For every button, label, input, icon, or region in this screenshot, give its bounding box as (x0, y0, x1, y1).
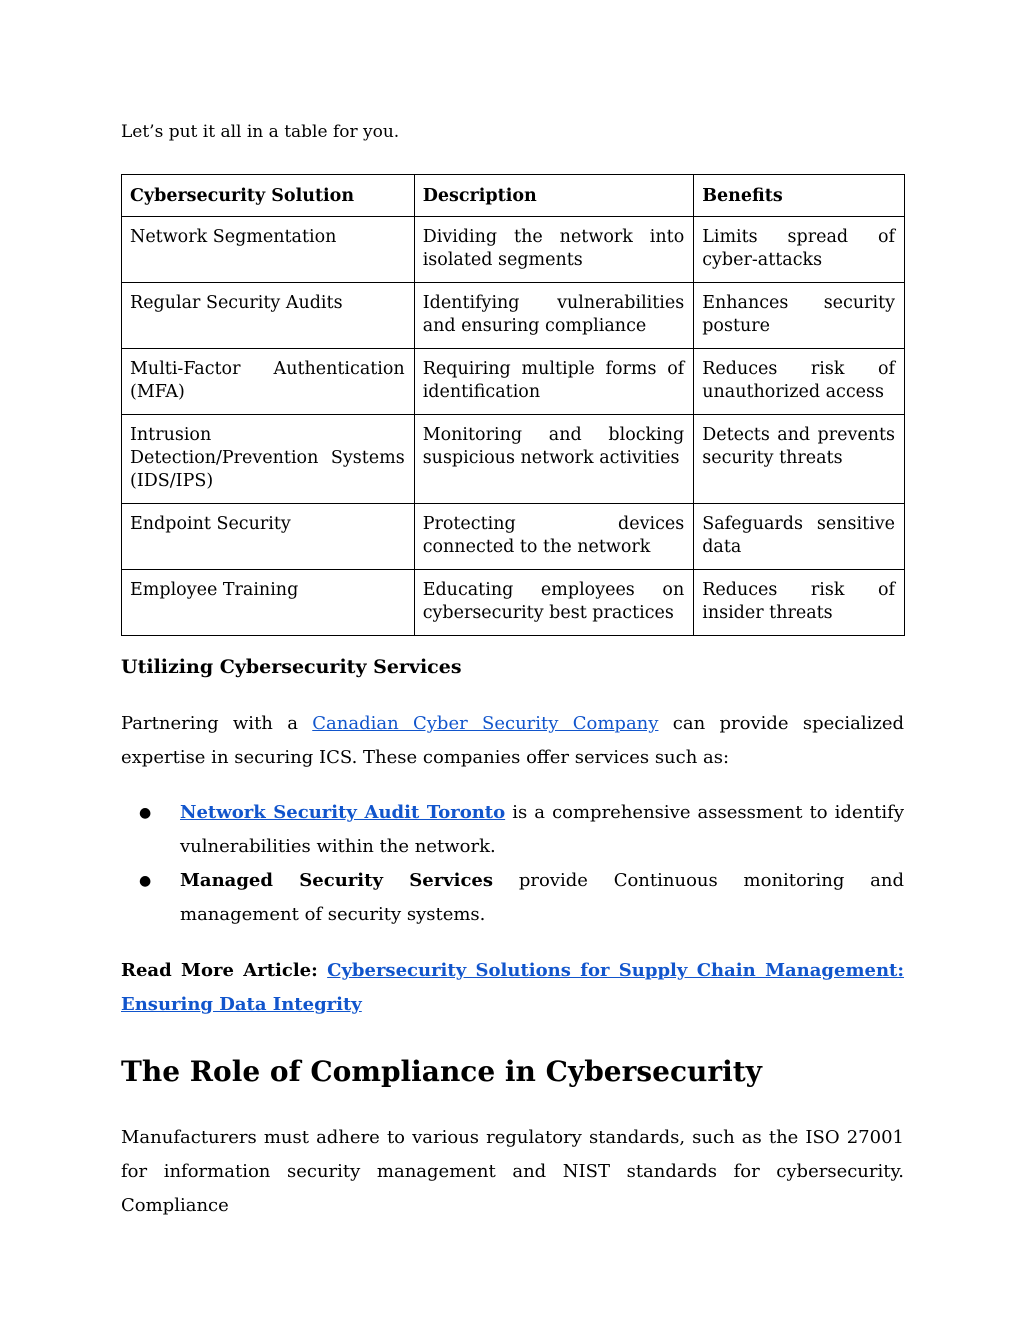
table-header-row (122, 175, 905, 217)
cell-benefits: Limits spread of cyber-attacks (694, 217, 905, 283)
table-row (122, 217, 905, 283)
cell-benefits: Enhances security posture (694, 283, 905, 349)
cell-solution: Endpoint Security (122, 504, 415, 570)
read-more-link-text: Cybersecurity Solutions for Supply Chain Management: Ensuring Data Integrity (121, 960, 904, 1015)
table-row (122, 570, 905, 636)
cell-benefits: Reduces risk of insider threats (694, 570, 905, 636)
cell-solution: Network Segmentation (122, 217, 415, 283)
cell-benefits: Safeguards sensitive data (694, 504, 905, 570)
table-row (122, 283, 905, 349)
partnering-text-before: Partnering with a (121, 713, 313, 734)
cell-description: Requiring multiple forms of identification (414, 349, 694, 415)
cell-benefits: Reduces risk of unauthorized access (694, 349, 905, 415)
solutions-table (121, 174, 905, 636)
table-row (122, 349, 905, 415)
cell-description: Educating employees on cybersecurity best practices (414, 570, 694, 636)
partnering-text-after: can provide specialized expertise in securing ICS. These companies offer services such as: (121, 713, 905, 768)
list-item-text: is a comprehensive assessment to identify vulnerabilities within the network. (180, 802, 904, 857)
cell-solution: Employee Training (122, 570, 415, 636)
canadian-cyber-security-company-link[interactable]: Canadian Cyber Security Company (312, 713, 659, 734)
cell-solution: Intrusion Detection/Prevention Systems (IDS/IPS) (122, 415, 415, 504)
network-security-audit-link[interactable] (180, 802, 505, 823)
compliance-paragraph: Manufacturers must adhere to various regulatory standards, such as the ISO 27001 for information security management and NIST standards for cybersecurity. Compliance (121, 1127, 904, 1216)
list-item-text: provide Continuous monitoring and management of security systems. (180, 870, 904, 925)
list-item (121, 864, 904, 932)
intro-text: Let’s put it all in a table for you. (121, 122, 400, 142)
table-row (122, 415, 905, 504)
compliance-heading: The Role of Compliance in Cybersecurity (121, 1055, 762, 1088)
services-heading: Utilizing Cybersecurity Services (121, 656, 462, 678)
cell-description: Monitoring and blocking suspicious network activities (414, 415, 694, 504)
partnering-paragraph (121, 707, 904, 775)
managed-security-services-label: Managed Security Services (180, 870, 494, 891)
cell-description: Identifying vulnerabilities and ensuring compliance (414, 283, 694, 349)
cell-description: Protecting devices connected to the network (414, 504, 694, 570)
header-description: Description (414, 175, 694, 217)
cell-solution: Regular Security Audits (122, 283, 415, 349)
bullet-icon: ● (139, 805, 152, 821)
network-security-audit-label: Network Security Audit Toronto (180, 802, 506, 823)
services-list (121, 796, 904, 932)
bullet-icon: ● (139, 873, 152, 889)
cell-benefits: Detects and prevents security threats (694, 415, 905, 504)
table-row (122, 504, 905, 570)
list-item (121, 796, 904, 864)
read-more (121, 954, 904, 1022)
header-benefits: Benefits (694, 175, 905, 217)
cell-description: Dividing the network into isolated segments (414, 217, 694, 283)
read-more-label: Read More Article: (121, 960, 328, 981)
cell-solution: Multi-Factor Authentication (MFA) (122, 349, 415, 415)
header-solution: Cybersecurity Solution (122, 175, 415, 217)
